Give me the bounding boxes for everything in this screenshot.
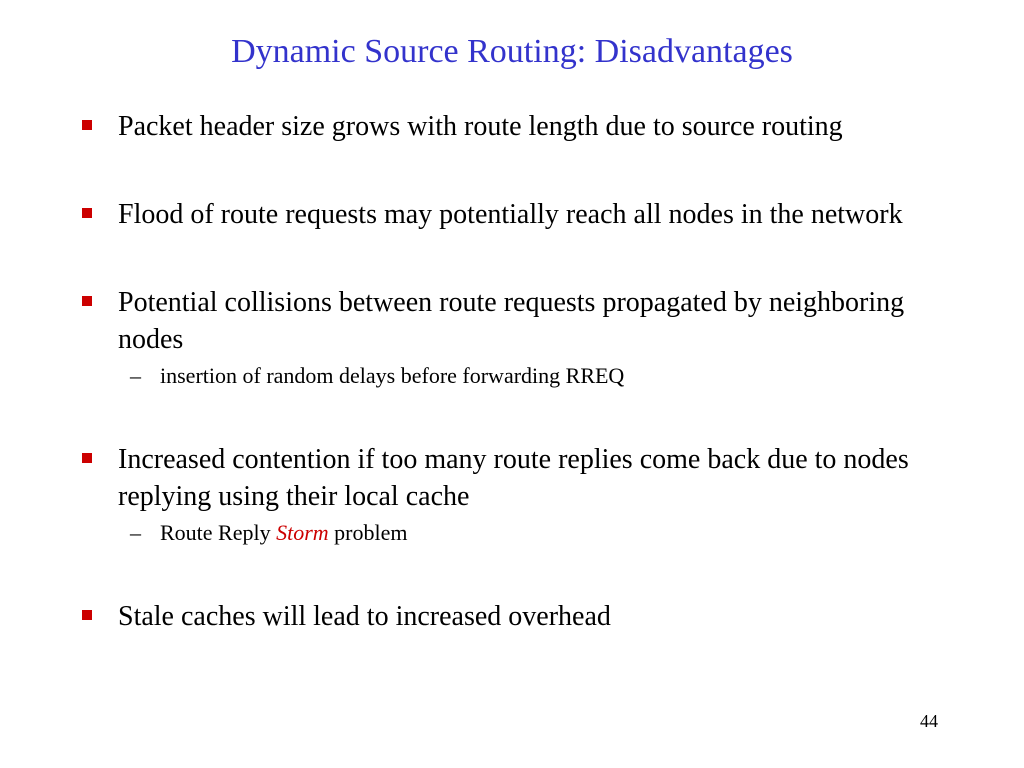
bullet-list	[78, 108, 938, 635]
dash-bullet-icon: –	[130, 363, 141, 388]
bullet-item	[78, 284, 938, 390]
bullet-text: Flood of route requests may potentially reach all nodes in the network	[118, 199, 903, 230]
bullet-item	[78, 108, 938, 145]
bullet-text: Potential collisions between route requests propagated by neighboring nodes	[118, 287, 905, 355]
sub-bullet-text-suffix: problem	[328, 520, 408, 545]
bullet-text: Stale caches will lead to increased overhead	[118, 601, 611, 632]
bullet-item	[78, 196, 938, 233]
square-bullet-icon	[82, 453, 92, 463]
sub-bullet-item	[130, 362, 938, 390]
page-number: 44	[920, 711, 938, 731]
sub-bullet-item	[130, 519, 938, 547]
square-bullet-icon	[82, 208, 92, 218]
bullet-item	[78, 598, 938, 635]
bullet-text: Increased contention if too many route replies come back due to nodes replying using their local cache	[118, 444, 909, 512]
bullet-text: Packet header size grows with route length due to source routing	[118, 111, 843, 142]
storm-emphasis: Storm	[276, 520, 329, 545]
square-bullet-icon	[82, 296, 92, 306]
sub-bullet-text: insertion of random delays before forwarding RREQ	[160, 363, 625, 388]
square-bullet-icon	[82, 610, 92, 620]
sub-bullet-text-prefix: Route Reply	[160, 520, 277, 545]
square-bullet-icon	[82, 120, 92, 130]
slide-title: Dynamic Source Routing: Disadvantages	[231, 33, 793, 70]
sub-bullet-list	[118, 519, 938, 547]
sub-bullet-list	[118, 362, 938, 390]
bullet-item	[78, 441, 938, 547]
dash-bullet-icon: –	[130, 520, 141, 545]
